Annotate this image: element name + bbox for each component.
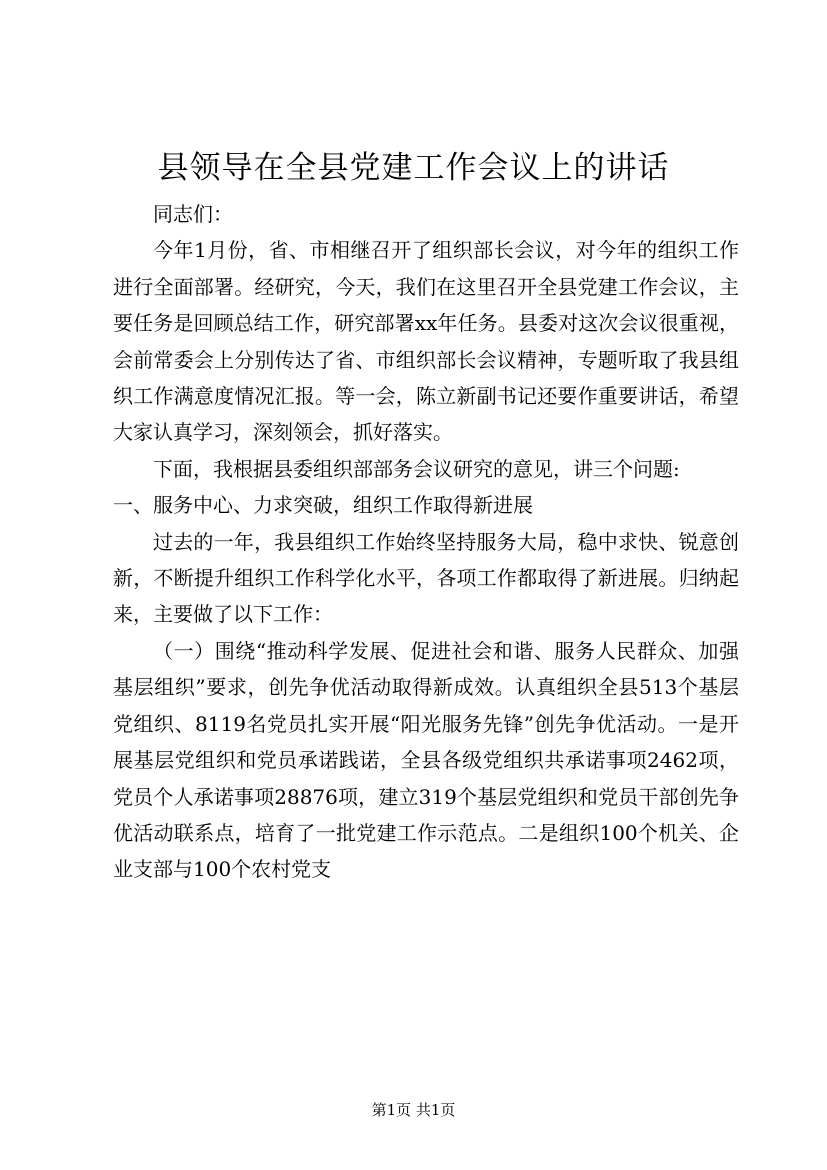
document-body xyxy=(113,196,739,888)
salutation: 同志们： xyxy=(153,202,233,226)
document-title: 县领导在全县党建工作会议上的讲话 xyxy=(157,150,670,186)
paragraph-intro: 今年1月份，省、市相继召开了组织部长会议，对今年的组织工作进行全面部署。经研究，今天，我们在这里召开全县党建工作会议，主要任务是回顾总结工作，研究部署xx年任务。县委对这次会议很重视，会前常委会上分别传达了省、市组织部长会议精神，专题听取了我县组织工作满意度情况汇报。等一会，陈立新副书记还要作重要讲话，希望大家认真学习，深刻领会，抓好落实。 xyxy=(113,238,739,445)
page-footer: 第1页 共1页 xyxy=(371,1101,456,1119)
paragraph-outline: 下面，我根据县委组织部部务会议研究的意见，讲三个问题: xyxy=(153,456,680,481)
section-heading: 一、服务中心、力求突破，组织工作取得新进展 xyxy=(113,493,533,518)
paragraph-review: 过去的一年，我县组织工作始终坚持服务大局，稳中求快、锐意创新，不断提升组织工作科学化水平，各项工作都取得了新进展。归纳起来，主要做了以下工作： xyxy=(113,529,739,627)
paragraph-item-1: （一）围绕“推动科学发展、促进社会和谐、服务人民群众、加强基层组织”要求，创先争优活动取得新成效。认真组织全县513个基层党组织、8119名党员扎实开展“阳光服务先锋”创先争优活动。一是开展基层党组织和党员承诺践诺，全县各级党组织共承诺事项2462项，党员个人承诺事项28876项，建立319个基层党组织和党员干部创先争优活动联系点，培育了一批党建工作示范点。二是组织100个机关、企业支部与100个农村党支 xyxy=(113,638,739,882)
